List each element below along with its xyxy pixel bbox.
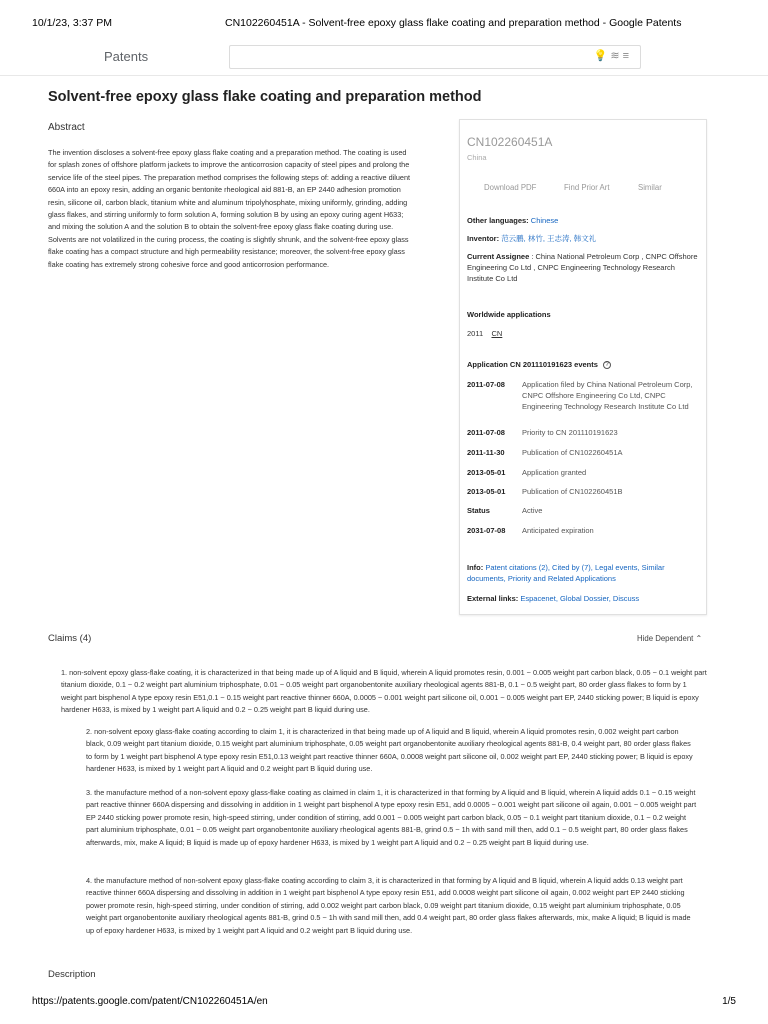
assignee-value: : China National Petroleum Corp , CNPC Offshore Engineering Co Ltd , CNPC Engineering Technology Research Institute Co Ltd — [467, 252, 698, 283]
event-text: Application granted — [522, 468, 587, 477]
event-date: 2011-07-08 — [467, 380, 505, 389]
event-text: Publication of CN102260451A — [522, 448, 623, 457]
filter-icon[interactable]: ≡ — [622, 50, 632, 62]
worldwide-year: 2011 — [467, 329, 484, 338]
patent-sidebar — [459, 119, 707, 615]
print-doc-title: CN102260451A - Solvent-free epoxy glass flake coating and preparation method - Google Patents — [225, 17, 682, 29]
patent-country: China — [467, 153, 487, 162]
description-heading: Description — [48, 969, 96, 980]
info-link-list[interactable]: Patent citations (2), Cited by (7), Legal events, Similar documents, Priority and Related Applications — [467, 563, 665, 583]
claim-3: 3. the manufacture method of a non-solvent epoxy glass-flake coating as claimed in claim 1, it is characterized in that forming by A liquid and B liquid, wherein A liquid adds 0.1 ~ 0.15 weight part reactive thinner 660A dispersing and dissolving in addition in 1 weight part bisphenol A type epoxy resin E51, add 0.0005 ~ 0.001 weight part silicone oil again, 0.001 ~ 0.005 weight part EP 2440 sticking power promote resin, high-speed stirring, under condition of stirring, add 0.001 ~ 0.005 weight part carbon black, 0.05 ~ 0.1 weight part titanium dioxide, 0.1 ~ 0.2 weight part aluminium triphosphate, 0.01 ~ 0.05 weight part organobentonite auxiliary rheological agents 881-B, grind 0.5 ~ 1h with sand mill then, add 0.1 ~ 0.5 weight part, 80 order glass flakes afterwards, mix, make A liquid; B liquid is made up of epoxy hardener H633, is mixed by 1 weight part A liquid and 0.2 ~ 0.25 weight part B liquid during use. — [86, 788, 697, 847]
assignee-label: Current Assignee — [467, 252, 530, 261]
event-date: 2011-07-08 — [467, 428, 505, 437]
event-text: Publication of CN102260451B — [522, 487, 623, 496]
worldwide-heading — [467, 309, 703, 320]
event-text: Anticipated expiration — [522, 526, 594, 535]
worldwide-country-link[interactable]: CN — [491, 329, 503, 338]
event-date: 2031-07-08 — [467, 526, 506, 535]
event-text: Priority to CN 201110191623 — [522, 428, 618, 437]
download-pdf-link[interactable]: Download PDF — [484, 183, 537, 192]
worldwide-heading-text: Worldwide applications — [467, 310, 551, 319]
print-url: https://patents.google.com/patent/CN102260451A/en — [32, 996, 268, 1007]
current-assignee — [467, 251, 703, 284]
find-prior-art-link[interactable]: Find Prior Art — [564, 183, 610, 192]
print-page-number: 1/5 — [722, 996, 736, 1007]
hide-dependent-button[interactable]: Hide Dependent ⌃ — [637, 634, 703, 643]
claim-1: 1. non-solvent epoxy glass-flake coating, it is characterized in that being made up of A liquid and B liquid, wherein A liquid promotes resin, 0.001 ~ 0.005 weight part carbon black, 0.05 ~ 0.1 weight part titanium dioxide, 0.1 ~ 0.2 weight part aluminium triphosphate, 0.01 ~ 0.05 weight part organobentonite auxiliary rheological agents 881-B, 0.1 ~ 0.5 weight part, 80 order glass flakes to form by 1 weight part bisphenol A type epoxy resin E51,0.1 ~ 0.15 weight part reactive thinner 660A, 0.0005 ~ 0.001 weight part silicone oil, 0.001 ~ 0.005 weight part EP, 2440 sticking power; B liquid is epoxy hardener H633, is mixed by 1 weight part A liquid and 0.2 ~ 0.25 weight part B liquid during use. — [61, 668, 707, 715]
search-tools — [594, 49, 632, 62]
inventor-label: Inventor: — [467, 234, 500, 243]
events-heading — [467, 359, 703, 370]
lightbulb-icon[interactable]: 💡 — [593, 50, 611, 62]
external-link-list[interactable]: Espacenet, Global Dossier, Discuss — [520, 594, 640, 603]
abstract-heading: Abstract — [48, 122, 85, 133]
claim-4: 4. the manufacture method of non-solvent epoxy glass-flake coating according to claim 3, it is characterized in that forming by A liquid and B liquid, wherein A liquid adds 0.13 weight part reactive thinner 660A dispersing and dissolving in addition in 1 weight part bisphenol A type epoxy resin E51, add 0.0008 weight part silicone oil again, 0.002 weight part EP 2440 sticking power promote resin, high-speed stirring, under condition of stirring, add 0.002 weight part carbon black, 0.09 weight part titanium dioxide, 0.15 weight part aluminium triphosphate, 0.05 weight part organobentonite auxiliary rheological agents 881-B, grind 0.5 ~ 1h with sand mill then, add 0.4 weight part, 80 order glass flakes afterwards, mix, make A liquid; B liquid is made up of epoxy hardener H633, is mixed by 1 weight part A liquid and 0.2 weight part B liquid during use. — [86, 876, 691, 935]
claim-2: 2. non-solvent epoxy glass-flake coating according to claim 1, it is characterized in that being made up of A liquid and B liquid, wherein A liquid promotes resin, 0.002 weight part carbon black, 0.09 weight part titanium dioxide, 0.15 weight part aluminium triphosphate, 0.05 weight part organobentonite auxiliary rheological agents 881-B, 0.4 weight part, 80 order glass flakes to form by 1 weight part bisphenol A type epoxy resin E51,0.13 weight part reactive thinner 660A, 0.0008 weight part silicone oil, 0.002 weight part EP, 2440 sticking power; B liquid is epoxy hardener H633, is mixed by 1 weight part A liquid and 0.2 weight part B liquid during use. — [86, 727, 693, 774]
inventor-links[interactable]: 范云鹏, 林竹, 王志涛, 韩文礼 — [501, 234, 597, 243]
other-languages-link[interactable]: Chinese — [530, 216, 559, 225]
other-languages-label: Other languages: — [467, 216, 529, 225]
event-date: Status — [467, 506, 490, 515]
events-heading-text: Application CN 201110191623 events — [467, 360, 598, 369]
similar-link[interactable]: Similar — [638, 183, 662, 192]
help-icon[interactable]: ? — [603, 361, 611, 369]
claims-heading: Claims (4) — [48, 633, 92, 644]
events-list — [467, 379, 703, 539]
inventor — [467, 233, 703, 244]
other-languages — [467, 215, 703, 226]
event-date: 2011-11-30 — [467, 448, 505, 457]
school-icon[interactable]: ≋ — [610, 50, 623, 62]
info-label: Info: — [467, 563, 484, 572]
external-links — [467, 593, 703, 604]
event-text: Active — [522, 506, 543, 515]
worldwide-row — [467, 328, 703, 339]
event-text: Application filed by China National Petroleum Corp, CNPC Offshore Engineering Co Ltd, CNPC Engineering Technology Research Institute Co Ltd — [522, 380, 693, 411]
abstract-text: The invention discloses a solvent-free epoxy glass flake coating and a preparation method. The coating is used for splash zones of offshore platform jackets to improve the anticorrosion capacity of steel pipes and prolong the service life of the steel pipes. The preparation method comprises the following steps of: adding a reactive diluent 660A into an epoxy resin, adding an organic bentonite rheological aid 881-B, an EP 2440 adhesion promotion resin, silicone oil, carbon black, titanium white and aluminum tripolyhosphate, mixing uniformly, grinding, adding glass flakes, and stirring uniformly to form solution A, forming solution B by using an epoxy curing agent H633; and mixing the solution A and the solution B to obtain the solvent-free epoxy glass flake coating during use. Solvents are not volatilized in the curing process, the coating is slightly shrunk, and the solvent-free epoxy glass flake coating has a compact structure and high permeability resistance; moreover, the solvent-free epoxy glass flake coating has extremely strong cohesive force and good anticorrosion performance. — [48, 148, 411, 269]
event-date: 2013-05-01 — [467, 468, 506, 477]
search-input[interactable] — [229, 45, 641, 69]
patents-logo[interactable]: Patents — [104, 49, 149, 64]
event-date: 2013-05-01 — [467, 487, 506, 496]
patent-number: CN102260451A — [467, 135, 553, 149]
print-datetime: 10/1/23, 3:37 PM — [32, 17, 112, 29]
top-bar — [0, 40, 768, 76]
page-title: Solvent-free epoxy glass flake coating and preparation method — [48, 89, 482, 105]
external-label: External links: — [467, 594, 519, 603]
info-links — [467, 562, 703, 584]
